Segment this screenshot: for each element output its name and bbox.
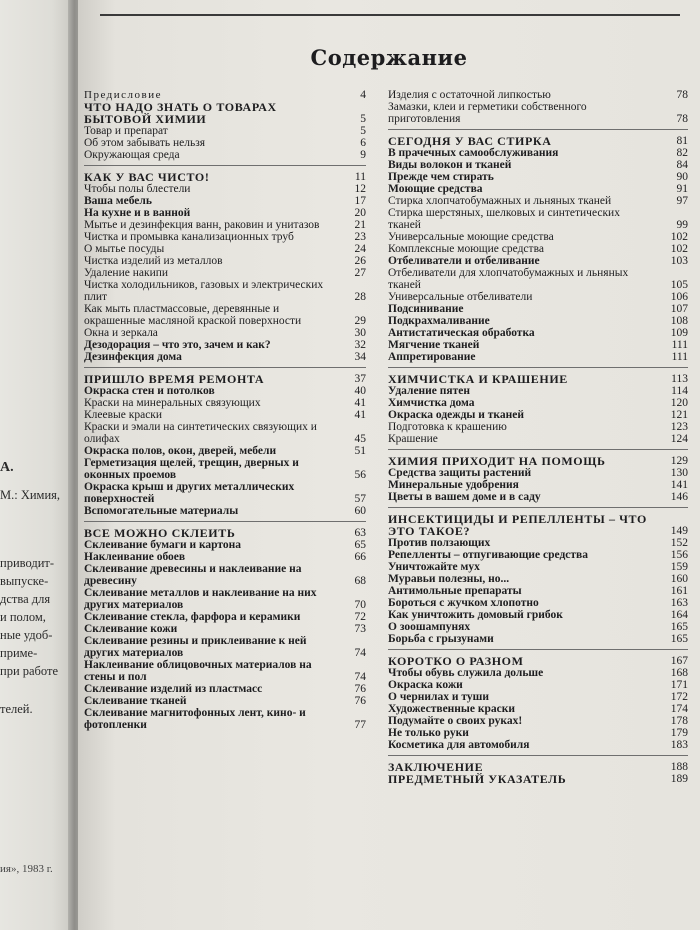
toc-entry [84, 505, 366, 517]
toc-entry-title: Цветы в вашем доме и в саду [388, 491, 541, 503]
left-page-text-fragment: А. [0, 460, 14, 475]
toc-entry [388, 491, 688, 503]
toc-entry [388, 255, 688, 267]
toc-entry-title: ПРЕДМЕТНЫЙ УКАЗАТЕЛЬ [388, 772, 567, 786]
toc-entry-title: Химчистка дома [388, 397, 475, 409]
toc-page-number: 172 [670, 691, 688, 703]
toc-entry-title: Дезинфекция дома [84, 351, 182, 363]
toc-page-number: 66 [354, 551, 366, 563]
toc-entry-title: Краски на минеральных связующих [84, 397, 261, 409]
toc-page-number: 32 [354, 339, 366, 351]
left-page-text-fragment: приводит- [0, 556, 55, 570]
left-page-text-fragment: ия», 1983 г. [0, 863, 53, 875]
toc-page-number: 161 [670, 585, 688, 597]
toc-entry-title: Как мыть пластмассовые, деревянные и окрашенные масляной краской поверхности [84, 303, 302, 327]
toc-page-number: 73 [354, 623, 366, 635]
toc-entry-title: Вспомогательные материалы [84, 505, 239, 517]
toc-entry-title: Дезодорация – что это, зачем и как? [84, 339, 271, 351]
toc-entry-title: Чистка и промывка канализационных труб [84, 231, 294, 243]
toc-page-number: 70 [354, 599, 366, 611]
toc-page-number: 76 [354, 683, 366, 695]
toc-page-number: 78 [676, 89, 688, 101]
toc-entry-title: Подумайте о своих руках! [388, 715, 523, 727]
toc-page-number: 9 [360, 149, 366, 161]
toc-entry [388, 433, 688, 445]
toc-entry [388, 89, 688, 101]
toc-page-number: 6 [360, 137, 366, 149]
toc-entry-title: ИНСЕКТИЦИДЫ И РЕПЕЛЛЕНТЫ – ЧТО ЭТО ТАКОЕ? [388, 512, 647, 538]
toc-page-number: 76 [354, 695, 366, 707]
toc-entry-title: Косметика для автомобиля [388, 739, 530, 751]
toc-entry [84, 243, 366, 255]
toc-entry [84, 397, 366, 409]
toc-page-number: 57 [354, 493, 366, 505]
section-divider [84, 165, 366, 166]
toc-page-number: 27 [354, 267, 366, 279]
toc-entry-title: Антистатическая обработка [388, 327, 535, 339]
toc-entry-title: Наклеивание обоев [84, 551, 186, 563]
toc-entry-title: Виды волокон и тканей [388, 159, 512, 171]
toc-page-number: 156 [670, 549, 688, 561]
toc-entry-title: Не только руки [388, 727, 469, 739]
toc-section-heading [84, 171, 366, 183]
toc-entry-title: Склеивание кожи [84, 623, 178, 635]
toc-entry-title: Стирка хлопчатобумажных и льняных тканей [388, 195, 612, 207]
toc-entry-title: Подсинивание [388, 303, 464, 315]
toc-entry [388, 609, 688, 621]
toc-page-number: 160 [670, 573, 688, 585]
toc-entry-title: Склеивание изделий из пластмасс [84, 683, 263, 695]
left-page-text-fragment: и полом, [0, 610, 46, 624]
toc-entry [388, 171, 688, 183]
toc-page-number: 106 [670, 291, 688, 303]
toc-entry-title: Клеевые краски [84, 409, 163, 421]
toc-page-number: 23 [354, 231, 366, 243]
toc-entry-title: Муравьи полезны, но... [388, 573, 510, 585]
toc-entry-title: Окраска стен и потолков [84, 385, 215, 397]
toc-page-number: 97 [676, 195, 688, 207]
section-divider [388, 755, 688, 756]
toc-entry [388, 409, 688, 421]
toc-entry [388, 147, 688, 159]
toc-page-number: 51 [354, 445, 366, 457]
toc-entry [388, 183, 688, 195]
toc-entry [388, 159, 688, 171]
toc-entry [84, 481, 366, 505]
toc-entry [388, 537, 688, 549]
toc-entry-title: Предисловие [84, 89, 162, 101]
toc-entry-title: Прежде чем стирать [388, 171, 494, 183]
toc-entry-title: Чтобы обувь служила дольше [388, 667, 544, 679]
toc-entry [388, 339, 688, 351]
toc-entry [388, 231, 688, 243]
toc-entry-title: Окружающая среда [84, 149, 180, 161]
toc-page-number: 63 [354, 527, 366, 539]
toc-entry-title: Комплексные моющие средства [388, 243, 544, 255]
toc-page-number: 5 [360, 125, 366, 137]
toc-entry-title: Окна и зеркала [84, 327, 158, 339]
section-divider [388, 367, 688, 368]
toc-entry [388, 703, 688, 715]
toc-entry-title: Подкрахмаливание [388, 315, 490, 327]
left-page-text-fragment: ные удоб- [0, 628, 53, 642]
toc-entry-title: Крашение [388, 433, 438, 445]
toc-entry [84, 707, 366, 731]
toc-page-number: 129 [670, 455, 688, 467]
toc-page-number: 40 [354, 385, 366, 397]
left-page-text-fragment: при работе [0, 664, 59, 678]
toc-page-number: 183 [670, 739, 688, 751]
toc-entry [388, 195, 688, 207]
toc-page-number: 24 [354, 243, 366, 255]
toc-page-number: 164 [670, 609, 688, 621]
left-page-text-fragment: дства для [0, 592, 51, 606]
toc-entry-title: Удаление пятен [388, 385, 471, 397]
toc-page-number: 45 [354, 433, 366, 445]
toc-entry-title: КОРОТКО О РАЗНОМ [388, 654, 524, 668]
toc-entry-title: СЕГОДНЯ У ВАС СТИРКА [388, 134, 552, 148]
toc-page-number: 178 [670, 715, 688, 727]
left-page-text-fragment: телей. [0, 702, 33, 716]
toc-page-number: 121 [670, 409, 688, 421]
toc-page-number: 113 [671, 373, 688, 385]
toc-entry-title: Универсальные моющие средства [388, 231, 554, 243]
toc-entry-title: Как уничтожить домовый грибок [388, 609, 563, 621]
toc-page-number: 81 [676, 135, 688, 147]
toc-entry [388, 467, 688, 479]
toc-entry [84, 303, 366, 327]
toc-entry [84, 659, 366, 683]
toc-entry [388, 351, 688, 363]
toc-entry [84, 539, 366, 551]
toc-entry-title: Замазки, клеи и герметики собственного приготовления [388, 101, 587, 125]
toc-entry [388, 549, 688, 561]
toc-entry [84, 457, 366, 481]
toc-entry [388, 327, 688, 339]
toc-page-number: 188 [670, 761, 688, 773]
toc-entry-title: Чистка холодильников, газовых и электрических плит [84, 279, 324, 303]
toc-entry-title: Чистка изделий из металлов [84, 255, 223, 267]
toc-entry [388, 679, 688, 691]
toc-entry-title: О зоошампунях [388, 621, 471, 633]
toc-section-heading [388, 373, 688, 385]
toc-entry-title: Борьба с грызунами [388, 633, 494, 645]
toc-page-number: 146 [670, 491, 688, 503]
toc-page-number: 17 [354, 195, 366, 207]
toc-page-number: 41 [354, 409, 366, 421]
toc-entry-title: Краски и эмали на синтетических связующих и олифах [84, 421, 317, 445]
toc-page-number: 123 [670, 421, 688, 433]
toc-page-number: 174 [670, 703, 688, 715]
toc-page-number: 26 [354, 255, 366, 267]
toc-entry [84, 183, 366, 195]
toc-page-number: 120 [670, 397, 688, 409]
toc-page-number: 4 [360, 89, 366, 101]
toc-section-heading [84, 527, 366, 539]
toc-section-heading [388, 655, 688, 667]
toc-entry [388, 207, 688, 231]
toc-entry [388, 715, 688, 727]
toc-page-number: 68 [354, 575, 366, 587]
toc-entry-title: Ваша мебель [84, 195, 152, 207]
toc-entry [84, 195, 366, 207]
toc-page-number: 149 [670, 525, 688, 537]
toc-page-number: 152 [670, 537, 688, 549]
toc-entry [84, 267, 366, 279]
toc-entry-title: Изделия с остаточной липкостью [388, 89, 551, 101]
toc-section-heading [388, 513, 688, 537]
toc-entry [84, 385, 366, 397]
toc-page-number: 91 [676, 183, 688, 195]
toc-entry-title: Стирка шерстяных, шелковых и синтетических тканей [388, 207, 620, 231]
toc-entry-title: Удаление накипи [84, 267, 169, 279]
toc-entry [84, 255, 366, 267]
toc-entry [84, 635, 366, 659]
toc-entry [84, 695, 366, 707]
toc-entry [388, 303, 688, 315]
toc-page-number: 82 [676, 147, 688, 159]
toc-section-heading [388, 135, 688, 147]
toc-section-heading [84, 101, 366, 125]
toc-entry [84, 339, 366, 351]
toc-page-number: 141 [670, 479, 688, 491]
toc-entry-title: Подготовка к крашению [388, 421, 507, 433]
toc-entry [388, 101, 688, 125]
toc-entry-title: ВСЕ МОЖНО СКЛЕИТЬ [84, 526, 236, 540]
toc-entry-title: Против ползающих [388, 537, 491, 549]
toc-page-number: 60 [354, 505, 366, 517]
toc-entry-title: Антимольные препараты [388, 585, 522, 597]
toc-entry-title: Универсальные отбеливатели [388, 291, 533, 303]
section-divider [388, 129, 688, 130]
section-divider [388, 649, 688, 650]
toc-entry [388, 397, 688, 409]
toc-page-number: 103 [670, 255, 688, 267]
toc-page-number: 189 [670, 773, 688, 785]
toc-entry-title: ХИМЧИСТКА И КРАШЕНИЕ [388, 372, 568, 386]
toc-entry [84, 551, 366, 563]
section-divider [84, 521, 366, 522]
toc-entry-title: Отбеливатели для хлопчатобумажных и льняных тканей [388, 267, 629, 291]
toc-page-number: 105 [670, 279, 688, 291]
toc-page-number: 163 [670, 597, 688, 609]
toc-page-number: 171 [670, 679, 688, 691]
toc-entry-title: О чернилах и туши [388, 691, 489, 703]
toc-entry [388, 739, 688, 751]
toc-entry-title: КАК У ВАС ЧИСТО! [84, 170, 210, 184]
toc-page-number: 30 [354, 327, 366, 339]
toc-page-number: 74 [354, 671, 366, 683]
toc-page-number: 108 [670, 315, 688, 327]
toc-entry-title: Художественные краски [388, 703, 516, 715]
toc-entry-title: Репелленты – отпугивающие средства [388, 549, 588, 561]
toc-entry-title: Мытье и дезинфекция ванн, раковин и унитазов [84, 219, 320, 231]
toc-entry [84, 421, 366, 445]
toc-page-number: 109 [670, 327, 688, 339]
toc-entry [84, 445, 366, 457]
toc-entry-title: Склеивание тканей [84, 695, 187, 707]
toc-entry [388, 385, 688, 397]
toc-page-number: 124 [670, 433, 688, 445]
toc-entry [388, 727, 688, 739]
left-page-text-fragment: М.: Химия, [0, 488, 61, 502]
toc-page-number: 165 [670, 633, 688, 645]
toc-entry-title: Отбеливатели и отбеливание [388, 255, 540, 267]
section-divider [388, 507, 688, 508]
toc-page-number: 41 [354, 397, 366, 409]
toc-entry [388, 479, 688, 491]
toc-entry-title: Склеивание магнитофонных лент, кино- и фотопленки [84, 707, 306, 731]
toc-entry [388, 633, 688, 645]
toc-entry [388, 573, 688, 585]
toc-page-number: 111 [671, 351, 688, 363]
contents-page [78, 0, 700, 930]
toc-entry-title: ЗАКЛЮЧЕНИЕ [388, 760, 484, 774]
toc-page-number: 99 [676, 219, 688, 231]
left-page-text-fragment: приме- [0, 646, 38, 660]
toc-page-number: 77 [354, 719, 366, 731]
section-divider [84, 367, 366, 368]
toc-page-number: 114 [671, 385, 688, 397]
toc-page-number: 21 [354, 219, 366, 231]
toc-entry-title: Уничтожайте мух [388, 561, 480, 573]
toc-entry-title: Окраска одежды и тканей [388, 409, 524, 421]
toc-page-number: 84 [676, 159, 688, 171]
toc-entry [84, 683, 366, 695]
toc-section-heading [388, 455, 688, 467]
toc-page-number: 167 [670, 655, 688, 667]
toc-entry-title: Аппретирование [388, 351, 476, 363]
toc-right-column [388, 89, 688, 785]
toc-entry [84, 327, 366, 339]
toc-entry-title: Склеивание стекла, фарфора и керамики [84, 611, 301, 623]
toc-entry [84, 137, 366, 149]
toc-page-number: 65 [354, 539, 366, 551]
toc-entry-title: Склеивание металлов и наклеивание на них других материалов [84, 587, 317, 611]
toc-entry-title: Минеральные удобрения [388, 479, 519, 491]
toc-entry-title: Склеивание бумаги и картона [84, 539, 242, 551]
toc-entry-title: Мягчение тканей [388, 339, 480, 351]
toc-entry-title: В прачечных самообслуживания [388, 147, 559, 159]
toc-page-number: 107 [670, 303, 688, 315]
section-divider [388, 449, 688, 450]
toc-entry-title: Окраска крыш и других металлических поверхностей [84, 481, 295, 505]
toc-page-number: 90 [676, 171, 688, 183]
toc-entry [84, 563, 366, 587]
toc-entry-title: Герметизация щелей, трещин, дверных и оконных проемов [84, 457, 299, 481]
toc-page-number: 78 [676, 113, 688, 125]
toc-entry [388, 597, 688, 609]
toc-entry-title: Товар и препарат [84, 125, 168, 137]
toc-entry-title: Бороться с жучком хлопотно [388, 597, 539, 609]
page-title: Содержание [310, 45, 468, 70]
toc-entry [388, 291, 688, 303]
toc-entry-title: ХИМИЯ ПРИХОДИТ НА ПОМОЩЬ [388, 454, 606, 468]
toc-page-number: 111 [671, 339, 688, 351]
toc-page-number: 34 [354, 351, 366, 363]
toc-entry-title: Моющие средства [388, 183, 483, 195]
toc-page-number: 5 [360, 113, 366, 125]
toc-page-number: 28 [354, 291, 366, 303]
toc-page-number: 102 [670, 243, 688, 255]
toc-page-number: 29 [354, 315, 366, 327]
toc-entry [388, 561, 688, 573]
toc-entry [84, 351, 366, 363]
toc-entry [84, 587, 366, 611]
toc-page-number: 56 [354, 469, 366, 481]
toc-entry-title: Окраска полов, окон, дверей, мебели [84, 445, 277, 457]
toc-entry-title: ПРИШЛО ВРЕМЯ РЕМОНТА [84, 372, 265, 386]
toc-page-number: 11 [354, 171, 366, 183]
toc-entry-title: Склеивание древесины и наклеивание на древесину [84, 563, 302, 587]
toc-entry [388, 421, 688, 433]
toc-section-heading [84, 373, 366, 385]
toc-entry-title: Об этом забывать нельзя [84, 137, 206, 149]
left-page-margin [0, 0, 74, 930]
toc-page-number: 72 [354, 611, 366, 623]
toc-entry-title: О мытье посуды [84, 243, 165, 255]
toc-entry [84, 149, 366, 161]
top-rule [100, 14, 680, 16]
toc-page-number: 74 [354, 647, 366, 659]
toc-entry [388, 691, 688, 703]
toc-entry [388, 585, 688, 597]
toc-entry-title: Средства защиты растений [388, 467, 532, 479]
toc-entry [388, 315, 688, 327]
toc-entry [388, 667, 688, 679]
toc-page-number: 20 [354, 207, 366, 219]
toc-entry [84, 207, 366, 219]
toc-entry [84, 409, 366, 421]
toc-entry [84, 279, 366, 303]
toc-page-number: 168 [670, 667, 688, 679]
toc-page-number: 12 [354, 183, 366, 195]
toc-entry [84, 219, 366, 231]
toc-page-number: 159 [670, 561, 688, 573]
toc-entry [84, 231, 366, 243]
toc-entry [84, 125, 366, 137]
toc-page-number: 37 [354, 373, 366, 385]
toc-page-number: 102 [670, 231, 688, 243]
toc-entry-title: Склеивание резины и приклеивание к ней других материалов [84, 635, 307, 659]
toc-entry-title: Окраска кожи [388, 679, 463, 691]
toc-entry-title: На кухне и в ванной [84, 207, 191, 219]
toc-section-heading [388, 773, 688, 785]
toc-entry-title: Наклеивание облицовочных материалов на стены и пол [84, 659, 312, 683]
toc-entry [388, 621, 688, 633]
toc-left-column [84, 89, 366, 731]
toc-entry-title: Чтобы полы блестели [84, 183, 191, 195]
toc-page-number: 130 [670, 467, 688, 479]
toc-entry-title: ЧТО НАДО ЗНАТЬ О ТОВАРАХ БЫТОВОЙ ХИМИИ [84, 100, 277, 126]
toc-entry [388, 243, 688, 255]
toc-page-number: 179 [670, 727, 688, 739]
toc-entry [84, 611, 366, 623]
toc-entry [388, 267, 688, 291]
toc-page-number: 165 [670, 621, 688, 633]
toc-entry [84, 623, 366, 635]
left-page-text-fragment: выпуске- [0, 574, 49, 588]
